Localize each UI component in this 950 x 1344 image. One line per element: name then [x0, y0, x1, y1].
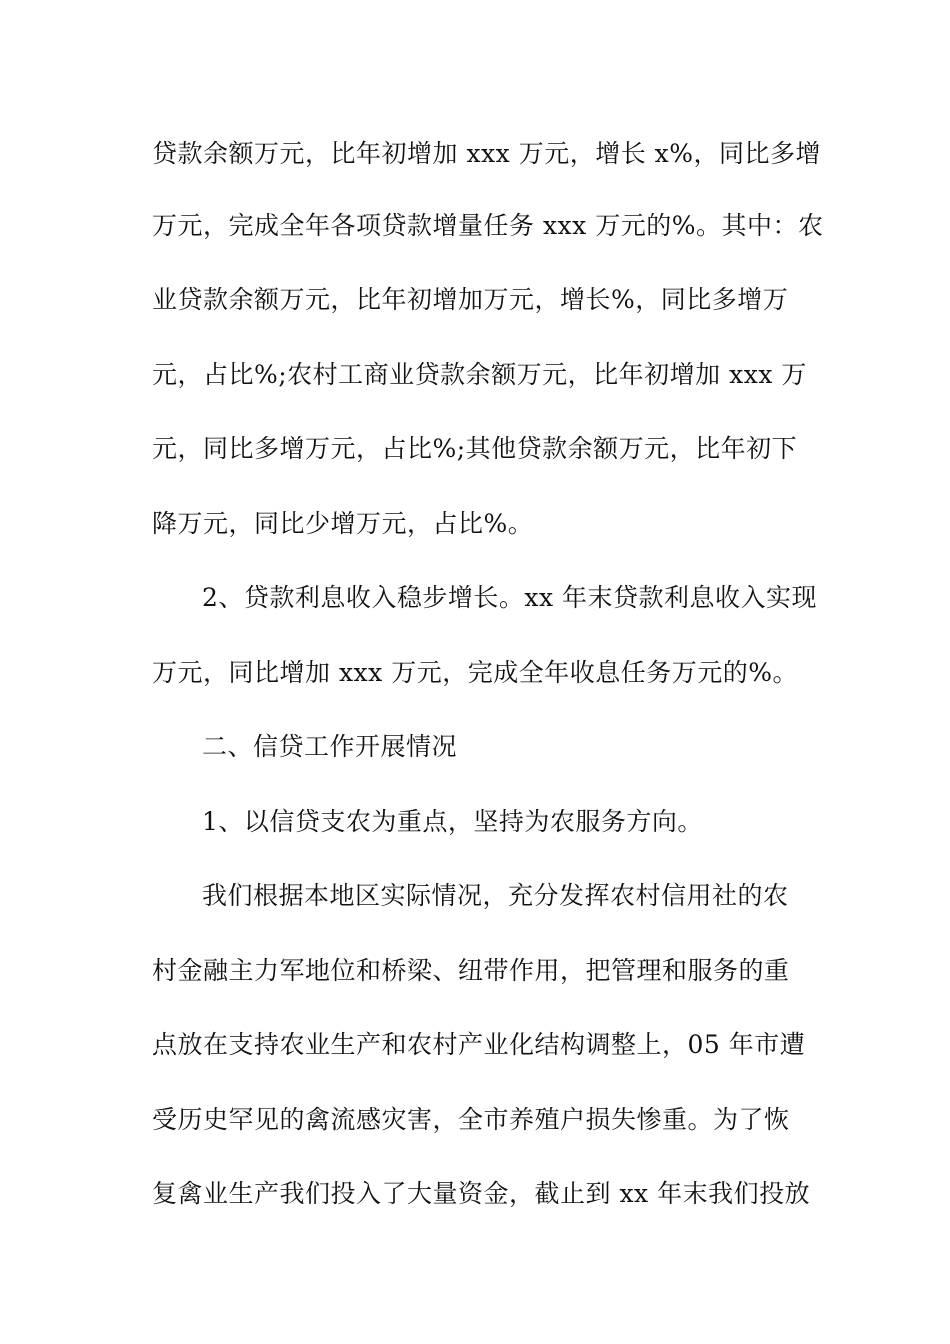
text-line: 点放在支持农业生产和农村产业化结构调整上，05 年市遭	[152, 1030, 806, 1059]
text-line: 降万元，同比少增万元，占比%。	[152, 509, 534, 538]
text-line: 万元，同比增加 xxx 万元，完成全年收息任务万元的%。	[152, 658, 798, 687]
text-line: 业贷款余额万元，比年初增加万元，增长%，同比多增万	[152, 285, 789, 314]
subsection-heading: 1、以信贷支农为重点，坚持为农服务方向。	[202, 807, 703, 836]
text-line: 万元，完成全年各项贷款增量任务 xxx 万元的%。其中：农	[152, 211, 824, 240]
paragraph-start-line: 2、贷款利息收入稳步增长。xx 年末贷款利息收入实现	[202, 583, 818, 612]
section-heading: 二、信贷工作开展情况	[202, 732, 458, 761]
text-line: 受历史罕见的禽流感灾害，全市养殖户损失惨重。为了恢	[152, 1105, 790, 1134]
text-line: 复禽业生产我们投入了大量资金，截止到 xx 年末我们投放	[152, 1179, 811, 1208]
text-line: 元，同比多增万元，占比%;其他贷款余额万元，比年初下	[152, 434, 798, 463]
paragraph-start-line: 我们根据本地区实际情况，充分发挥农村信用社的农	[202, 881, 789, 910]
text-line: 村金融主力军地位和桥梁、纽带作用，把管理和服务的重	[152, 956, 790, 985]
text-line: 元，占比%;农村工商业贷款余额万元，比年初增加 xxx 万	[152, 360, 807, 389]
text-line: 贷款余额万元，比年初增加 xxx 万元，增长 x%，同比多增	[152, 139, 821, 168]
